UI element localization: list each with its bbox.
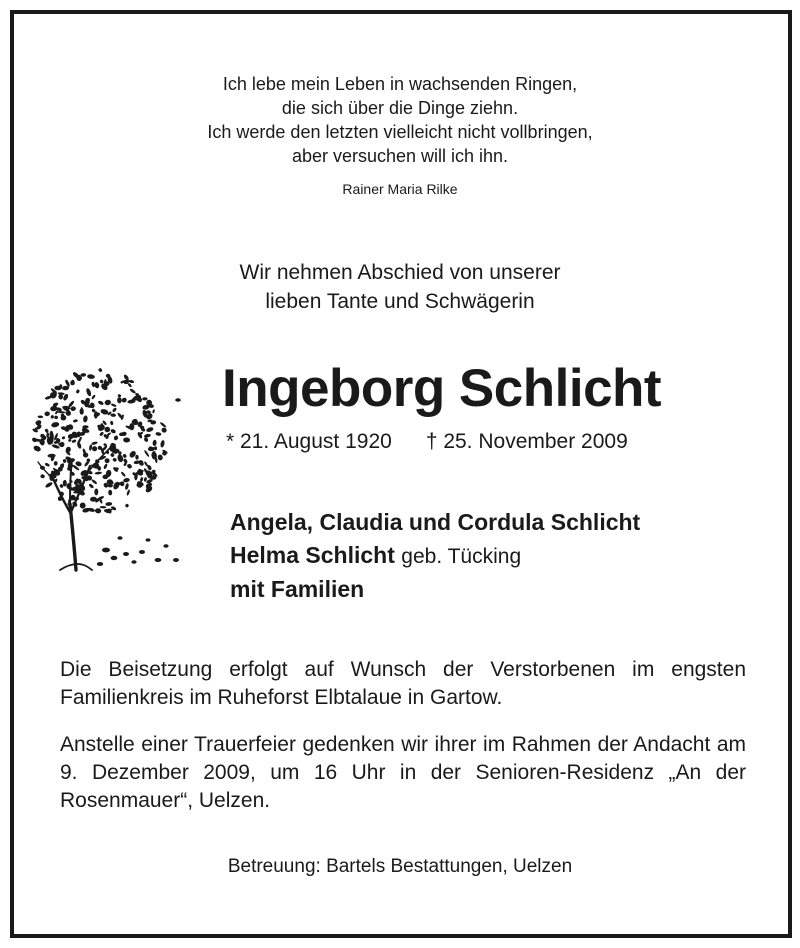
leaf-shape <box>106 509 112 511</box>
leaf-shape <box>110 413 116 417</box>
leaf-shape <box>128 379 134 383</box>
leaf-shape <box>76 441 82 449</box>
leaf-shape <box>110 421 114 426</box>
leaf-shape <box>124 483 129 490</box>
leaf-shape <box>91 479 98 485</box>
funeral-home-credit: Betreuung: Bartels Bestattungen, Uelzen <box>227 856 573 877</box>
leaf-shape <box>87 374 95 380</box>
poem-line: aber versuchen will ich ihn. <box>291 146 509 166</box>
leaf-shape <box>79 502 86 509</box>
leaf-shape <box>117 394 121 398</box>
leaf-shape <box>91 394 96 400</box>
poem-line: Ich lebe mein Leben in wachsenden Ringen, <box>222 74 578 94</box>
leaf-shape <box>83 415 89 423</box>
leaf-shape <box>118 451 121 455</box>
intro-text <box>0 258 800 316</box>
leaf-shape <box>125 503 130 508</box>
poem-line: Ich werde den letzten vielleicht nicht vollbringen, <box>207 122 593 142</box>
leaf-shape <box>152 409 155 413</box>
leaf-shape <box>146 426 154 432</box>
leaf-shape <box>120 471 126 477</box>
leaf-shape <box>51 421 60 428</box>
leaf-shape <box>38 415 44 418</box>
intro-line: lieben Tante und Schwägerin <box>265 290 535 313</box>
leaf-shape <box>121 397 128 404</box>
leaf-shape <box>99 379 104 384</box>
mourners-families: mit Familien <box>230 576 365 602</box>
leaf-shape <box>98 368 103 373</box>
mourners-line <box>230 506 640 539</box>
leaf-shape <box>105 502 112 506</box>
leaf-shape <box>123 437 130 442</box>
poem-author: Rainer Maria Rilke <box>342 181 458 197</box>
leaf-shape <box>54 461 58 466</box>
birth-date: * 21. August 1920 <box>226 430 392 453</box>
leaf-shape <box>51 415 54 418</box>
leaf-shape <box>95 471 102 474</box>
leaf-shape <box>63 459 67 463</box>
leaf-shape <box>63 480 67 487</box>
leaf-shape <box>126 463 133 469</box>
leaf-shape <box>142 397 147 400</box>
leaf-shape <box>92 446 97 451</box>
leaf-shape <box>111 403 117 407</box>
intro-line: Wir nehmen Abschied von unserer <box>239 261 561 284</box>
leaf-shape <box>99 431 104 436</box>
poem <box>0 72 800 168</box>
leaf-shape <box>88 483 94 489</box>
leaf-shape <box>73 419 78 423</box>
leaf-shape <box>161 427 168 434</box>
leaf-shape <box>129 388 136 394</box>
leaf-shape <box>44 462 50 467</box>
leaf-shape <box>95 508 102 514</box>
leaf-shape <box>54 415 59 419</box>
leaf-shape <box>123 477 130 483</box>
leaf-shape <box>144 450 150 458</box>
leaf-shape <box>97 400 104 406</box>
leaf-shape <box>85 388 92 397</box>
leaf-shape <box>100 408 109 415</box>
leaf-shape <box>100 506 107 509</box>
deceased-name: Ingeborg Schlicht <box>222 359 662 418</box>
leaf-shape <box>40 474 45 479</box>
leaf-shape <box>60 464 64 468</box>
death-date: † 25. November 2009 <box>425 430 628 453</box>
leaf-shape <box>104 399 111 405</box>
leaf-shape <box>144 433 152 438</box>
leaf-shape <box>157 454 163 461</box>
leaf-shape <box>143 437 149 443</box>
leaf-shape <box>44 428 49 433</box>
leaf-shape <box>126 489 130 496</box>
tree-icon <box>30 364 190 576</box>
leaf-shape <box>117 454 124 463</box>
leaf-shape <box>71 439 76 443</box>
leaf-shape <box>89 444 93 451</box>
life-dates <box>226 430 628 454</box>
leaf-shape <box>117 397 122 403</box>
leaf-shape <box>104 434 107 437</box>
leaf-shape <box>45 481 54 488</box>
leaf-shape <box>91 381 96 387</box>
leaf-shape <box>57 392 64 395</box>
leaf-shape <box>91 441 98 445</box>
leaf-shape <box>112 457 117 462</box>
mourners-line <box>230 573 640 606</box>
mourners-names: Angela, Claudia und Cordula Schlicht <box>230 509 641 535</box>
leaf-shape <box>57 411 66 414</box>
leaf-shape <box>155 432 161 437</box>
leaf-shape <box>103 463 108 469</box>
mourners-line <box>230 539 640 573</box>
leaf-shape <box>33 445 42 453</box>
leaf-shape <box>44 411 50 416</box>
leaf-shape <box>159 422 166 429</box>
mourners-list <box>230 506 640 606</box>
leaf-shape <box>123 458 129 464</box>
mourner-birth-name: geb. Tücking <box>401 545 522 568</box>
leaf-shape <box>113 435 118 441</box>
leaf-shape <box>70 406 76 412</box>
leaf-shape <box>40 441 45 445</box>
leaf-shape <box>135 455 139 460</box>
memorial-paragraph: Anstelle einer Trauerfeier gedenken wir ihrer im Rahmen der Andacht am 9. Dezember 2009, um 16 Uhr in der Senioren-Residenz „An der Rosenmauer“, Uelzen. <box>60 733 746 812</box>
mourner-name: Helma Schlicht <box>230 542 395 568</box>
leaf-shape <box>104 458 110 464</box>
poem-line: die sich über die Dinge ziehn. <box>281 98 519 118</box>
leaf-shape <box>94 488 98 495</box>
leaf-shape <box>108 490 112 496</box>
leaf-shape <box>140 477 144 482</box>
leaf-shape <box>75 389 80 394</box>
leaf-shape <box>61 436 65 440</box>
leaf-shape <box>82 452 88 458</box>
leaf-shape <box>160 440 165 448</box>
burial-paragraph: Die Beisetzung erfolgt auf Wunsch der Verstorbenen im engsten Familienkreis im Ruheforst Elbtalaue in Gartow. <box>60 658 746 709</box>
leaf-shape <box>80 373 86 377</box>
leaf-shape <box>112 407 118 413</box>
